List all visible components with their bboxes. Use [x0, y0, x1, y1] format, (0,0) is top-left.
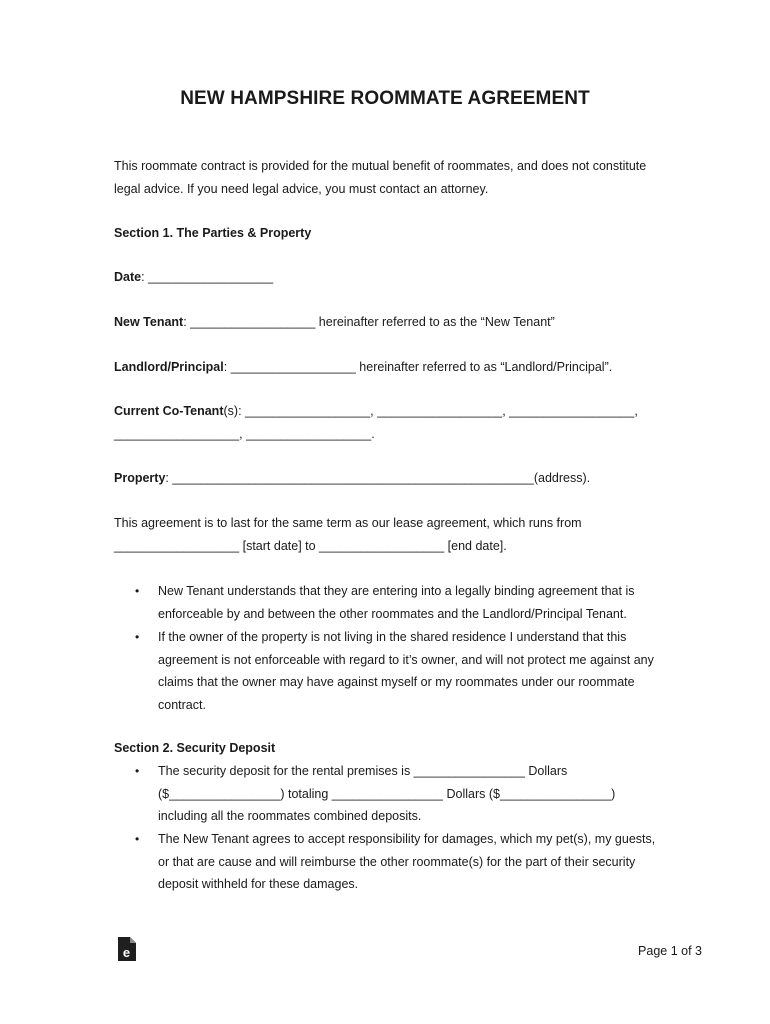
- bullet-glyph: •: [135, 584, 140, 598]
- section-1-bullet-2: If the owner of the property is not living in the shared residence I understand that this agreement is not enforceable with regard to it’s owner, and will not protect me against any claims that the owner may have against myself or my roommates under our roommate contract.: [158, 630, 654, 712]
- landlord-line: [114, 360, 612, 374]
- document-title: NEW HAMPSHIRE ROOMMATE AGREEMENT: [180, 88, 590, 109]
- property-line: [114, 471, 590, 485]
- new-tenant-label: New Tenant: [114, 315, 184, 329]
- section-2-heading: Section 2. Security Deposit: [114, 741, 276, 755]
- section-1-heading: Section 1. The Parties & Property: [114, 226, 312, 240]
- cotenant-line-2: __________________, __________________.: [114, 427, 375, 441]
- section-1-bullet-1: New Tenant understands that they are entering into a legally binding agreement that is enforceable by and between the other roommates and the Landlord/Principal Tenant.: [158, 584, 635, 621]
- section-2-bullet-1: The security deposit for the rental premises is ________________ Dollars ($________________) totaling ________________ Dollars ($________________) including all the roommates combined deposits.: [158, 764, 616, 823]
- bullet-glyph: •: [135, 764, 140, 778]
- term-line-1: This agreement is to last for the same term as our lease agreement, which runs from: [114, 516, 582, 530]
- svg-text:e: e: [122, 945, 131, 960]
- bullet-glyph: •: [135, 832, 140, 846]
- date-field: : __________________: [141, 270, 274, 284]
- section-2-bullet-2: The New Tenant agrees to accept responsibility for damages, which my pet(s), my guests, or that are cause and will reimburse the other roommate(s) for the part of their security deposit withheld for these damages.: [158, 832, 656, 891]
- property-field: : ____________________________________________________(address).: [165, 471, 591, 485]
- date-label: Date: [114, 270, 142, 284]
- intro-paragraph: This roommate contract is provided for the mutual benefit of roommates, and does not constitute legal advice. If you need legal advice, you must contact an attorney.: [114, 159, 647, 196]
- cotenant-field: (s): __________________, __________________, __________________,: [223, 404, 638, 418]
- new-tenant-field: : __________________ hereinafter referred to as the “New Tenant”: [183, 315, 555, 329]
- term-line-2: __________________ [start date] to __________________ [end date].: [114, 539, 507, 553]
- cotenant-line: [114, 404, 638, 418]
- cotenant-label: Current Co-Tenant: [114, 404, 224, 418]
- property-label: Property: [114, 471, 166, 485]
- new-tenant-line: [114, 315, 555, 329]
- date-line: [114, 270, 273, 284]
- eforms-logo-icon: [117, 936, 137, 962]
- landlord-field: : __________________ hereinafter referred to as “Landlord/Principal”.: [223, 360, 613, 374]
- bullet-glyph: •: [135, 630, 140, 644]
- landlord-label: Landlord/Principal: [114, 360, 224, 374]
- page-number: Page 1 of 3: [638, 944, 702, 958]
